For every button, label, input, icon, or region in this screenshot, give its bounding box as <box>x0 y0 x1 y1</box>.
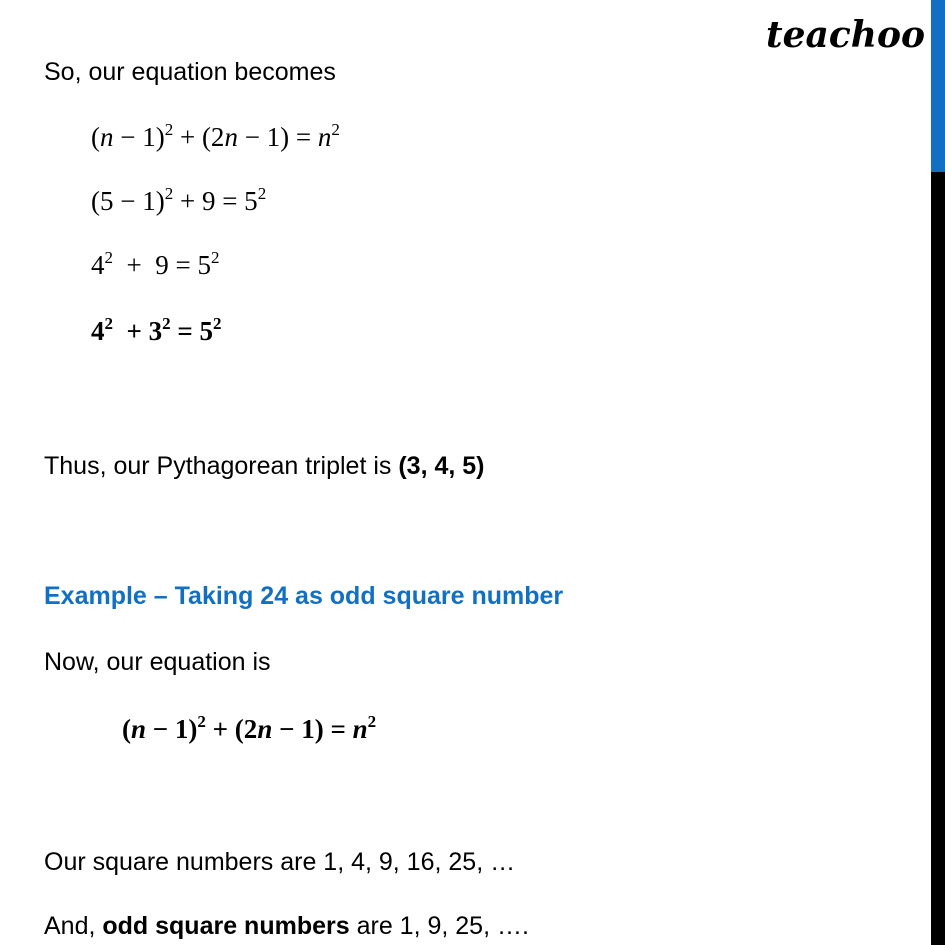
equation-general: $(n - 1)^2 + (2n - 1) = n^2$ <box>91 120 340 152</box>
dark-bar <box>931 172 945 945</box>
conclusion-text: Thus, our Pythagorean triplet is (3, 4, 5) <box>44 452 485 480</box>
equation-substituted: $(5 - 1)^2 + 9 = 5^2$ <box>91 184 267 216</box>
accent-bar <box>931 0 945 172</box>
example-equation: $(n - 1)^2 + (2n - 1) = n^2$ <box>122 712 377 744</box>
square-numbers-text: Our square numbers are 1, 4, 9, 16, 25, … <box>44 848 516 876</box>
triplet-value: (3, 4, 5) <box>398 452 485 480</box>
equation-result: $4^2 + 3^2 = 5^2$ <box>91 314 222 346</box>
odd-square-numbers-text: And, odd square numbers are 1, 9, 25, …. <box>44 912 529 940</box>
equation-simplified: $4^2 + 9 = 5^2$ <box>91 248 220 280</box>
teachoo-logo: teachoo <box>766 14 925 56</box>
example-intro: Now, our equation is <box>44 648 271 676</box>
example-heading: Example – Taking 24 as odd square number <box>44 582 564 610</box>
intro-text: So, our equation becomes <box>44 58 336 86</box>
